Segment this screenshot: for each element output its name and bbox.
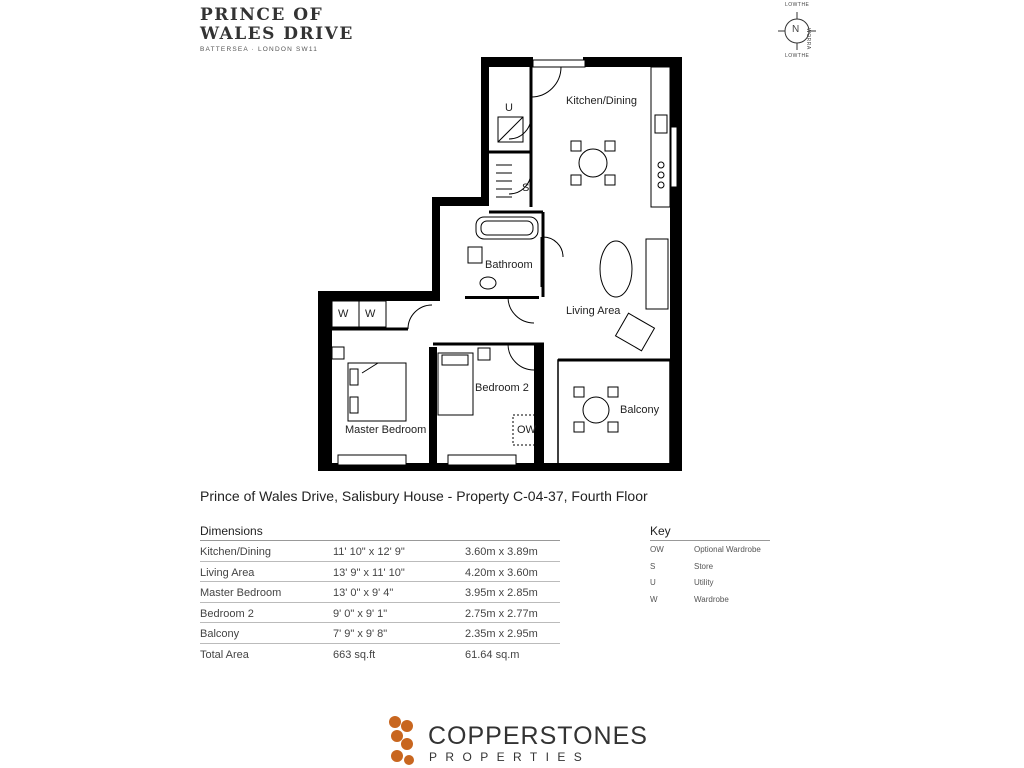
- key-meaning: Store: [694, 561, 714, 571]
- dimension-room: Balcony: [200, 628, 240, 641]
- dimension-metric: 2.75m x 2.77m: [465, 607, 538, 620]
- table-row: [200, 582, 560, 603]
- dimension-metric: 61.64 sq.m: [465, 648, 520, 661]
- room-label-optional-wardrobe: OW: [517, 424, 536, 436]
- dimensions-heading: Dimensions: [200, 524, 560, 541]
- north-compass-icon: [770, 0, 830, 62]
- room-label-wardrobe-2: W: [365, 308, 376, 320]
- room-label-living: Living Area: [566, 305, 621, 317]
- key-meaning: Wardrobe: [694, 594, 729, 604]
- table-row: [200, 603, 560, 624]
- room-label-wardrobe-1: W: [338, 308, 349, 320]
- compass-top-label: LOWTHE: [785, 2, 810, 8]
- list-item: [650, 541, 770, 558]
- logo-word-2: PROPERTIES: [429, 750, 591, 764]
- room-label-bedroom2: Bedroom 2: [475, 382, 529, 394]
- agency-logo: [385, 712, 648, 766]
- table-row: [200, 562, 560, 583]
- room-label-store: S: [522, 182, 530, 194]
- logo-word-1: COPPERSTONES: [428, 722, 648, 750]
- dimension-imperial: 13' 9" x 11' 10": [333, 566, 405, 579]
- table-row: [200, 644, 560, 665]
- dimension-metric: 4.20m x 3.60m: [465, 566, 538, 579]
- development-logo: [200, 6, 380, 53]
- room-label-master: Master Bedroom: [345, 424, 427, 436]
- room-label-utility: U: [505, 102, 513, 114]
- dimension-metric: 3.60m x 3.89m: [465, 546, 538, 558]
- dimension-room: Total Area: [200, 648, 249, 661]
- brand-subtitle: BATTERSEA · LONDON SW11: [200, 46, 319, 53]
- dimension-metric: 3.95m x 2.85m: [465, 587, 538, 600]
- dimensions-table: [200, 524, 560, 665]
- room-label-bathroom: Bathroom: [485, 259, 533, 271]
- brand-line-2: WALES DRIVE: [200, 24, 354, 44]
- dimension-imperial: 9' 0" x 9' 1": [333, 607, 388, 620]
- list-item: [650, 574, 770, 591]
- key-table: [650, 524, 770, 607]
- key-meaning: Utility: [694, 578, 714, 587]
- copper-stones-icon: [385, 712, 425, 766]
- dimension-room: Living Area: [200, 566, 255, 579]
- floor-plan: [318, 57, 690, 475]
- room-label-kitchen: Kitchen/Dining: [566, 95, 637, 107]
- property-title: Prince of Wales Drive, Salisbury House - Property C-04-37, Fourth Floor: [200, 488, 648, 504]
- list-item: [650, 591, 770, 608]
- brand-line-1: PRINCE OF: [200, 5, 324, 25]
- key-code: W: [650, 594, 658, 604]
- room-label-balcony: Balcony: [620, 404, 660, 416]
- key-meaning: Optional Wardrobe: [694, 545, 761, 554]
- compass-right-label: WORRA: [805, 28, 811, 50]
- dimension-imperial: 13' 0" x 9' 4": [333, 587, 394, 600]
- key-code: U: [650, 578, 656, 587]
- dimension-room: Bedroom 2: [200, 607, 254, 620]
- table-row: [200, 623, 560, 644]
- dimension-metric: 2.35m x 2.95m: [465, 628, 538, 641]
- dimension-room: Kitchen/Dining: [200, 546, 271, 558]
- table-row: [200, 541, 560, 562]
- key-heading: Key: [650, 524, 770, 541]
- dimension-room: Master Bedroom: [200, 587, 282, 600]
- dimension-imperial: 7' 9" x 9' 8": [333, 628, 388, 641]
- dimension-imperial: 11' 10" x 12' 9": [333, 546, 405, 558]
- list-item: [650, 558, 770, 575]
- compass-letter: N: [792, 24, 800, 35]
- dimension-imperial: 663 sq.ft: [333, 648, 376, 661]
- compass-bottom-label: LOWTHE: [785, 53, 810, 59]
- key-code: OW: [650, 545, 664, 554]
- key-code: S: [650, 561, 656, 571]
